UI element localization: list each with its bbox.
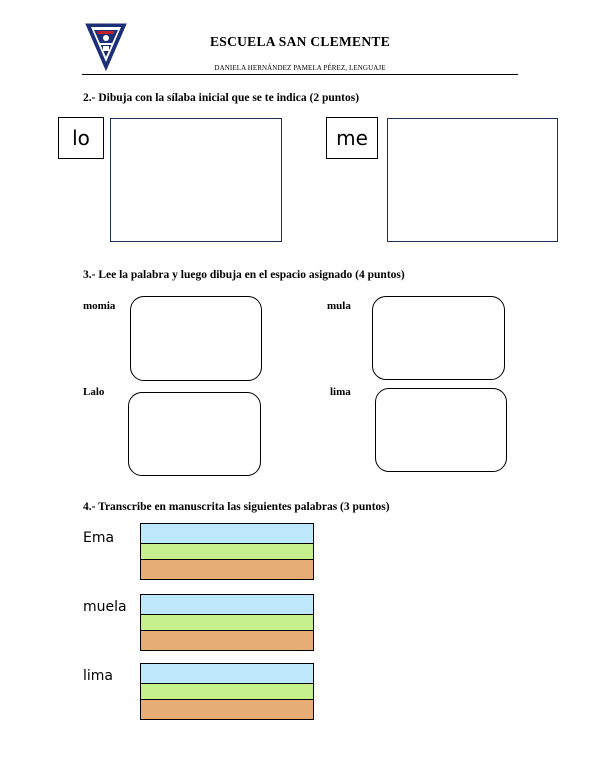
header-subtitle: DANIELA HERNÁNDEZ PAMELA PÉREZ, LENGUAJE <box>214 64 386 72</box>
transcribe-word-muela: muela <box>83 599 127 615</box>
transcribe-word-ema: Ema <box>83 530 115 546</box>
header-divider <box>82 74 518 75</box>
writing-line-blue[interactable] <box>140 594 314 615</box>
word-label-momia: momia <box>83 300 116 312</box>
syllable-box-lo: lo <box>58 117 104 159</box>
transcribe-word-lima: lima <box>83 668 113 684</box>
drawing-area-lalo[interactable] <box>128 392 261 476</box>
drawing-area-momia[interactable] <box>130 296 262 381</box>
section-4-heading: 4.- Transcribe en manuscrita las siguientes palabras (3 puntos) <box>83 501 390 513</box>
school-crest-logo <box>84 22 128 72</box>
syllable-box-me: me <box>326 117 378 159</box>
drawing-area-lima[interactable] <box>375 388 507 472</box>
word-label-lima: lima <box>330 386 351 398</box>
writing-line-orange[interactable] <box>140 699 314 720</box>
section-2-heading: 2.- Dibuja con la sílaba inicial que se te indica (2 puntos) <box>83 92 360 104</box>
drawing-area-lo[interactable] <box>110 118 282 242</box>
writing-line-orange[interactable] <box>140 630 314 651</box>
word-label-lalo: Lalo <box>83 386 105 398</box>
word-label-mula: mula <box>327 300 351 312</box>
writing-line-green[interactable] <box>140 614 314 631</box>
drawing-area-mula[interactable] <box>372 296 505 380</box>
writing-line-orange[interactable] <box>140 559 314 580</box>
writing-line-green[interactable] <box>140 543 314 560</box>
writing-line-green[interactable] <box>140 683 314 700</box>
writing-line-blue[interactable] <box>140 523 314 544</box>
school-name: ESCUELA SAN CLEMENTE <box>209 34 391 49</box>
writing-line-blue[interactable] <box>140 663 314 684</box>
section-3-heading: 3.- Lee la palabra y luego dibuja en el espacio asignado (4 puntos) <box>83 269 405 281</box>
drawing-area-me[interactable] <box>387 118 558 242</box>
